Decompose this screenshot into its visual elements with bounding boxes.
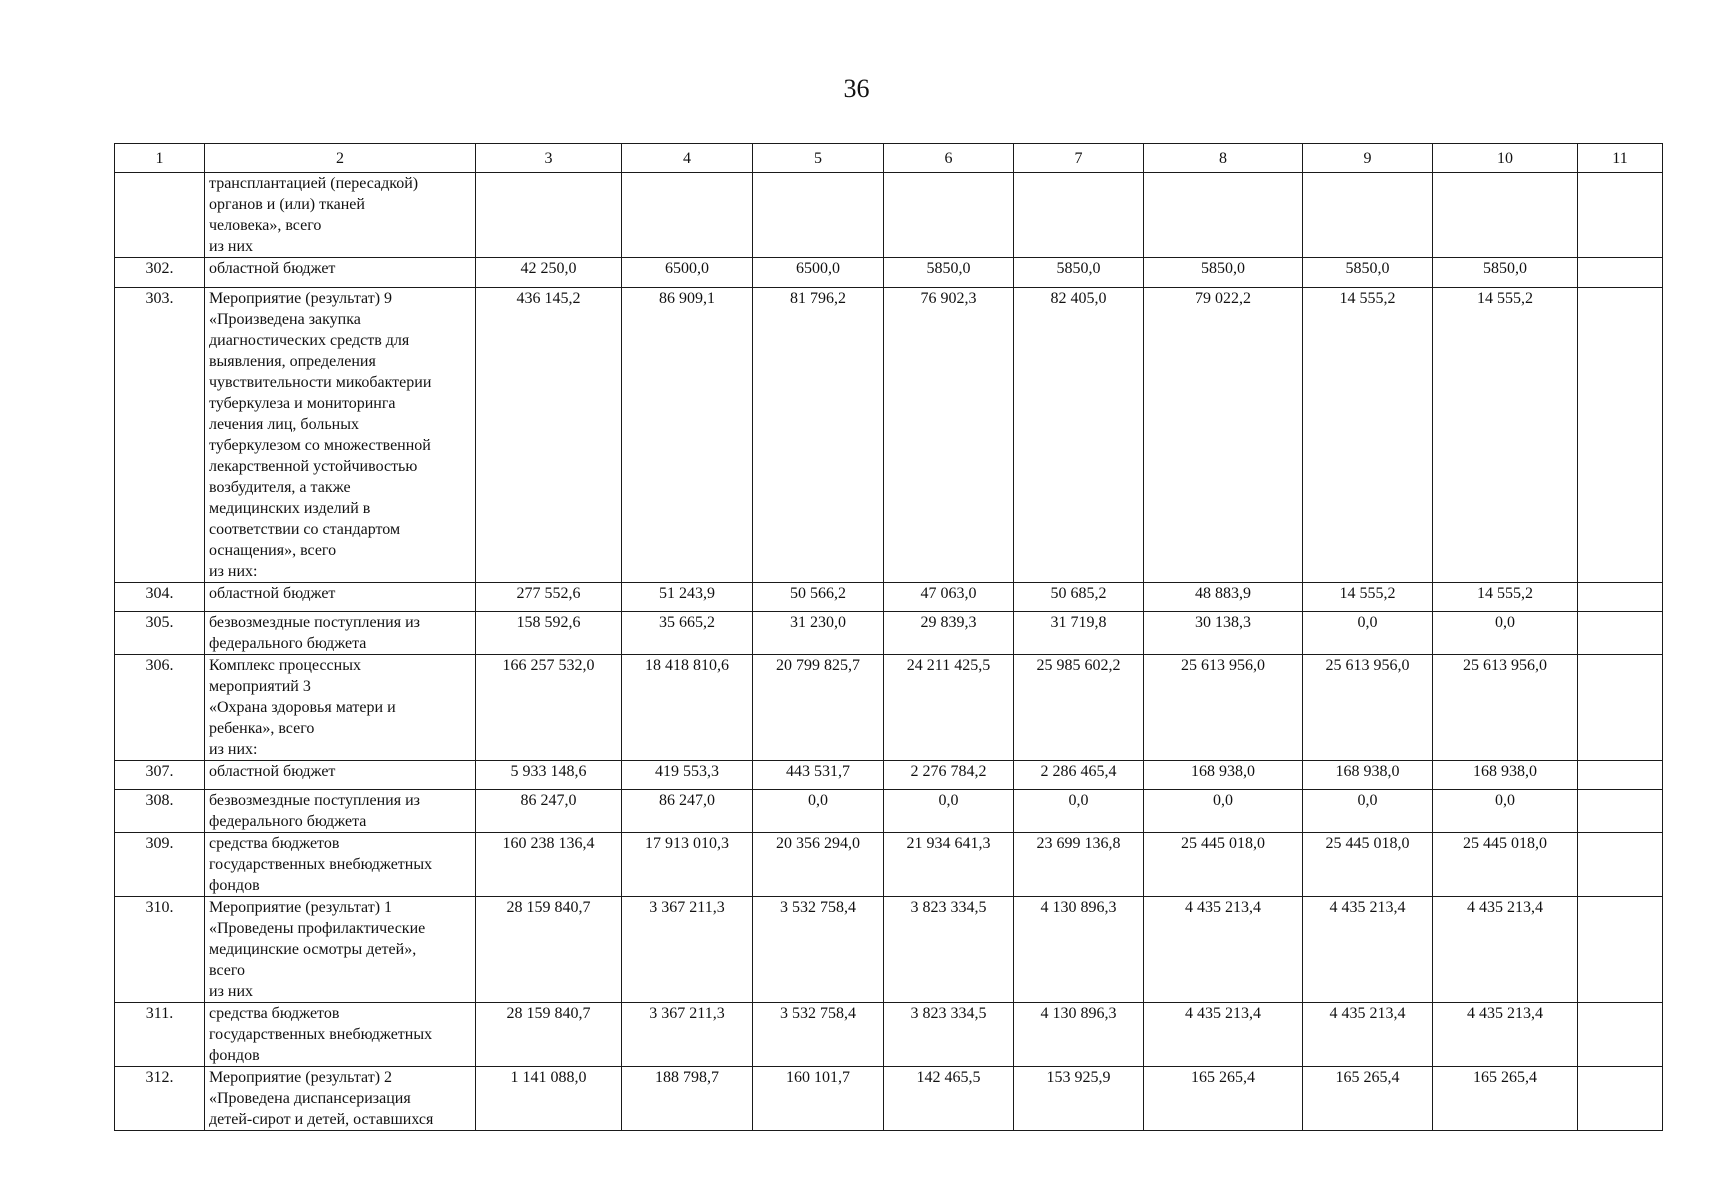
value-cell: 277 552,6 [476,583,622,612]
table-row [115,761,1663,790]
value-cell: 86 909,1 [622,288,753,583]
value-cell: 20 356 294,0 [753,833,884,897]
value-cell [1578,1003,1663,1067]
value-cell: 3 532 758,4 [753,1003,884,1067]
value-cell: 86 247,0 [476,790,622,833]
value-cell: 0,0 [1433,612,1578,655]
table-row [115,1003,1663,1067]
value-cell [1578,790,1663,833]
value-cell: 166 257 532,0 [476,655,622,761]
value-cell: 50 685,2 [1014,583,1144,612]
table-row [115,897,1663,1003]
value-cell [1578,833,1663,897]
column-header: 8 [1144,144,1303,173]
value-cell: 20 799 825,7 [753,655,884,761]
row-number: 307. [115,761,205,790]
value-cell: 5 933 148,6 [476,761,622,790]
value-cell: 14 555,2 [1433,288,1578,583]
value-cell [1303,173,1433,258]
value-cell: 4 435 213,4 [1303,897,1433,1003]
value-cell: 4 435 213,4 [1144,1003,1303,1067]
value-cell: 76 902,3 [884,288,1014,583]
value-cell: 25 445 018,0 [1303,833,1433,897]
row-number: 302. [115,258,205,288]
row-number: 305. [115,612,205,655]
value-cell [1578,583,1663,612]
row-description: безвозмездные поступления из федерального бюджета [205,612,476,655]
table-row [115,1067,1663,1131]
value-cell [1578,258,1663,288]
value-cell: 0,0 [1303,612,1433,655]
value-cell: 50 566,2 [753,583,884,612]
column-header: 2 [205,144,476,173]
value-cell: 436 145,2 [476,288,622,583]
value-cell: 82 405,0 [1014,288,1144,583]
value-cell [1578,897,1663,1003]
column-header: 1 [115,144,205,173]
column-header: 4 [622,144,753,173]
value-cell: 23 699 136,8 [1014,833,1144,897]
value-cell: 24 211 425,5 [884,655,1014,761]
row-description: средства бюджетов государственных внебюджетных фондов [205,1003,476,1067]
row-description: Мероприятие (результат) 9 «Произведена закупка диагностических средств для выявления, определения чувствительности микобактерии туберкулеза и мониторинга лечения лиц, больных туберкулезом со множественной лекарственной устойчивостью возбудителя, а также медицинских изделий в соответствии со стандартом оснащения», всего из них: [205,288,476,583]
value-cell: 3 823 334,5 [884,1003,1014,1067]
value-cell [884,173,1014,258]
value-cell: 3 367 211,3 [622,1003,753,1067]
row-number: 303. [115,288,205,583]
value-cell [1144,173,1303,258]
row-description: областной бюджет [205,761,476,790]
value-cell [1578,655,1663,761]
value-cell: 0,0 [1433,790,1578,833]
row-number: 306. [115,655,205,761]
value-cell: 5850,0 [1144,258,1303,288]
column-header: 7 [1014,144,1144,173]
value-cell: 5850,0 [1014,258,1144,288]
row-description: Комплекс процессных мероприятий 3 «Охрана здоровья матери и ребенка», всего из них: [205,655,476,761]
table-row [115,612,1663,655]
value-cell: 4 130 896,3 [1014,897,1144,1003]
value-cell: 35 665,2 [622,612,753,655]
value-cell: 419 553,3 [622,761,753,790]
value-cell: 25 445 018,0 [1433,833,1578,897]
row-number: 311. [115,1003,205,1067]
value-cell [622,173,753,258]
value-cell: 3 532 758,4 [753,897,884,1003]
value-cell [1433,173,1578,258]
value-cell: 3 367 211,3 [622,897,753,1003]
row-description: областной бюджет [205,258,476,288]
value-cell: 5850,0 [884,258,1014,288]
value-cell: 160 101,7 [753,1067,884,1131]
value-cell [1578,761,1663,790]
value-cell: 42 250,0 [476,258,622,288]
value-cell: 0,0 [1303,790,1433,833]
value-cell: 165 265,4 [1303,1067,1433,1131]
value-cell: 25 613 956,0 [1433,655,1578,761]
value-cell [753,173,884,258]
row-description: Мероприятие (результат) 1 «Проведены профилактические медицинские осмотры детей», всего из них [205,897,476,1003]
value-cell: 5850,0 [1303,258,1433,288]
value-cell: 142 465,5 [884,1067,1014,1131]
value-cell: 165 265,4 [1433,1067,1578,1131]
value-cell: 1 141 088,0 [476,1067,622,1131]
value-cell: 0,0 [753,790,884,833]
value-cell [476,173,622,258]
table-body [115,173,1663,1131]
value-cell: 14 555,2 [1303,288,1433,583]
row-number: 310. [115,897,205,1003]
value-cell: 168 938,0 [1433,761,1578,790]
value-cell [1578,1067,1663,1131]
value-cell: 86 247,0 [622,790,753,833]
table-row [115,258,1663,288]
row-description: средства бюджетов государственных внебюджетных фондов [205,833,476,897]
table-row [115,173,1663,258]
value-cell: 17 913 010,3 [622,833,753,897]
value-cell: 6500,0 [753,258,884,288]
value-cell: 51 243,9 [622,583,753,612]
column-header: 6 [884,144,1014,173]
column-header: 3 [476,144,622,173]
value-cell: 4 435 213,4 [1433,897,1578,1003]
value-cell: 25 985 602,2 [1014,655,1144,761]
value-cell: 30 138,3 [1144,612,1303,655]
value-cell: 14 555,2 [1433,583,1578,612]
row-number [115,173,205,258]
value-cell [1014,173,1144,258]
value-cell: 4 435 213,4 [1144,897,1303,1003]
row-number: 312. [115,1067,205,1131]
column-header: 11 [1578,144,1663,173]
value-cell: 2 286 465,4 [1014,761,1144,790]
column-header: 10 [1433,144,1578,173]
value-cell: 4 435 213,4 [1433,1003,1578,1067]
value-cell: 168 938,0 [1303,761,1433,790]
value-cell: 25 613 956,0 [1303,655,1433,761]
value-cell: 160 238 136,4 [476,833,622,897]
value-cell: 3 823 334,5 [884,897,1014,1003]
value-cell: 31 719,8 [1014,612,1144,655]
row-description: трансплантацией (пересадкой) органов и (или) тканей человека», всего из них [205,173,476,258]
value-cell: 31 230,0 [753,612,884,655]
value-cell: 165 265,4 [1144,1067,1303,1131]
row-number: 304. [115,583,205,612]
value-cell: 6500,0 [622,258,753,288]
table-row [115,655,1663,761]
page-number: 36 [843,74,870,103]
value-cell: 48 883,9 [1144,583,1303,612]
column-header: 5 [753,144,884,173]
row-number: 309. [115,833,205,897]
value-cell: 81 796,2 [753,288,884,583]
value-cell: 188 798,7 [622,1067,753,1131]
value-cell: 14 555,2 [1303,583,1433,612]
value-cell: 168 938,0 [1144,761,1303,790]
value-cell: 79 022,2 [1144,288,1303,583]
value-cell: 443 531,7 [753,761,884,790]
value-cell: 0,0 [884,790,1014,833]
table-header-row [115,144,1663,173]
value-cell: 4 130 896,3 [1014,1003,1144,1067]
row-description: Мероприятие (результат) 2 «Проведена диспансеризация детей-сирот и детей, оставшихся [205,1067,476,1131]
value-cell: 153 925,9 [1014,1067,1144,1131]
value-cell [1578,173,1663,258]
value-cell: 29 839,3 [884,612,1014,655]
value-cell: 25 445 018,0 [1144,833,1303,897]
value-cell: 47 063,0 [884,583,1014,612]
value-cell: 28 159 840,7 [476,897,622,1003]
table-row [115,288,1663,583]
value-cell: 28 159 840,7 [476,1003,622,1067]
budget-table [114,143,1663,1131]
value-cell [1578,288,1663,583]
value-cell: 5850,0 [1433,258,1578,288]
value-cell: 21 934 641,3 [884,833,1014,897]
value-cell: 0,0 [1144,790,1303,833]
column-header: 9 [1303,144,1433,173]
value-cell [1578,612,1663,655]
table-row [115,790,1663,833]
row-description: областной бюджет [205,583,476,612]
value-cell: 25 613 956,0 [1144,655,1303,761]
value-cell: 2 276 784,2 [884,761,1014,790]
row-number: 308. [115,790,205,833]
table-row [115,583,1663,612]
value-cell: 4 435 213,4 [1303,1003,1433,1067]
table-row [115,833,1663,897]
row-description: безвозмездные поступления из федерального бюджета [205,790,476,833]
value-cell: 158 592,6 [476,612,622,655]
value-cell: 18 418 810,6 [622,655,753,761]
value-cell: 0,0 [1014,790,1144,833]
